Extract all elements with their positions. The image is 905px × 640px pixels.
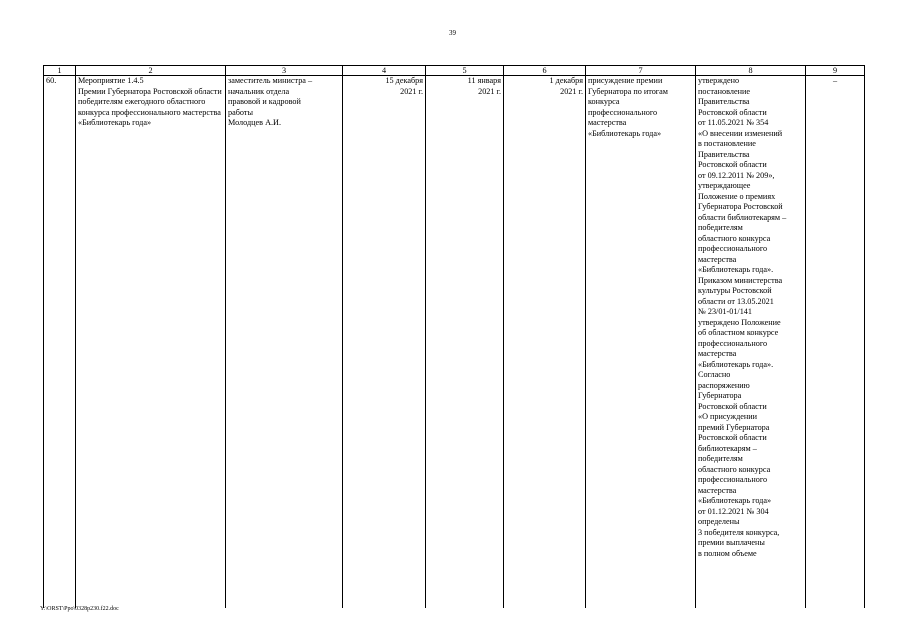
page-number: 39: [449, 29, 456, 37]
header-cell: 3: [226, 66, 343, 76]
row-number-cell: [44, 76, 76, 609]
start-date: 11 января 2021 г.: [467, 76, 501, 96]
expected-result-cell: [586, 76, 696, 609]
start-date-cell: [426, 76, 504, 609]
reason-cell: [806, 76, 865, 609]
document-table: [43, 65, 865, 608]
actual-result-text: утверждено постановление Правительства Ростовской области от 11.05.2021 № 354 «О внесении изменений в постановление Правительства Ростовской области от 09.12.2011 № 209», утверждающее Положение о премиях Губернатора Ростовской области библиотекарям – победителям областного конкурса профессионального мастерства «Библиотекарь года». Приказом министерства культуры Ростовской области от 13.05.2021 № 23/01-01/141 утверждено Положение об областном конкурсе профессионального мастерства «Библиотекарь года». Согласно распоряжению Губернатора Ростовской области «О присуждении премий Губернатора Ростовской области библиотекарям – победителям областного конкурса профессионального мастерства «Библиотекарь года» от 01.12.2021 № 304 определены 3 победителя конкурса, премии выплачены в полном объеме: [698, 76, 787, 558]
header-cell: 4: [343, 66, 426, 76]
header-cell: 8: [696, 66, 806, 76]
planned-date-cell: [343, 76, 426, 609]
header-cell: 2: [76, 66, 226, 76]
table-row: [44, 76, 865, 609]
responsible-text: заместитель министра – начальник отдела правовой и кадровой работы Молодцев А.И.: [228, 76, 313, 127]
header-cell: 6: [504, 66, 586, 76]
header-cell: 7: [586, 66, 696, 76]
header-cell: 9: [806, 66, 865, 76]
footer-file-path: Y:\ORST\Ppo\0328p230.f22.doc: [40, 606, 119, 612]
reason-text: –: [832, 76, 838, 85]
planned-date: 15 декабря 2021 г.: [385, 76, 423, 96]
end-date: 1 декабря 2021 г.: [549, 76, 583, 96]
activity-cell: [76, 76, 226, 609]
table-header-row: [44, 66, 865, 76]
actual-result-cell: [696, 76, 806, 609]
activity-text: Мероприятие 1.4.5 Премии Губернатора Ростовской области победителям ежегодного областного конкурса профессионального мастерства «Библиотекарь года»: [78, 76, 222, 127]
header-cell: 1: [44, 66, 76, 76]
row-number: 60.: [46, 76, 57, 85]
end-date-cell: [504, 76, 586, 609]
header-cell: 5: [426, 66, 504, 76]
expected-result-text: присуждение премии Губернатора по итогам конкурса профессионального мастерства «Библиотекарь года»: [588, 76, 668, 138]
responsible-cell: [226, 76, 343, 609]
